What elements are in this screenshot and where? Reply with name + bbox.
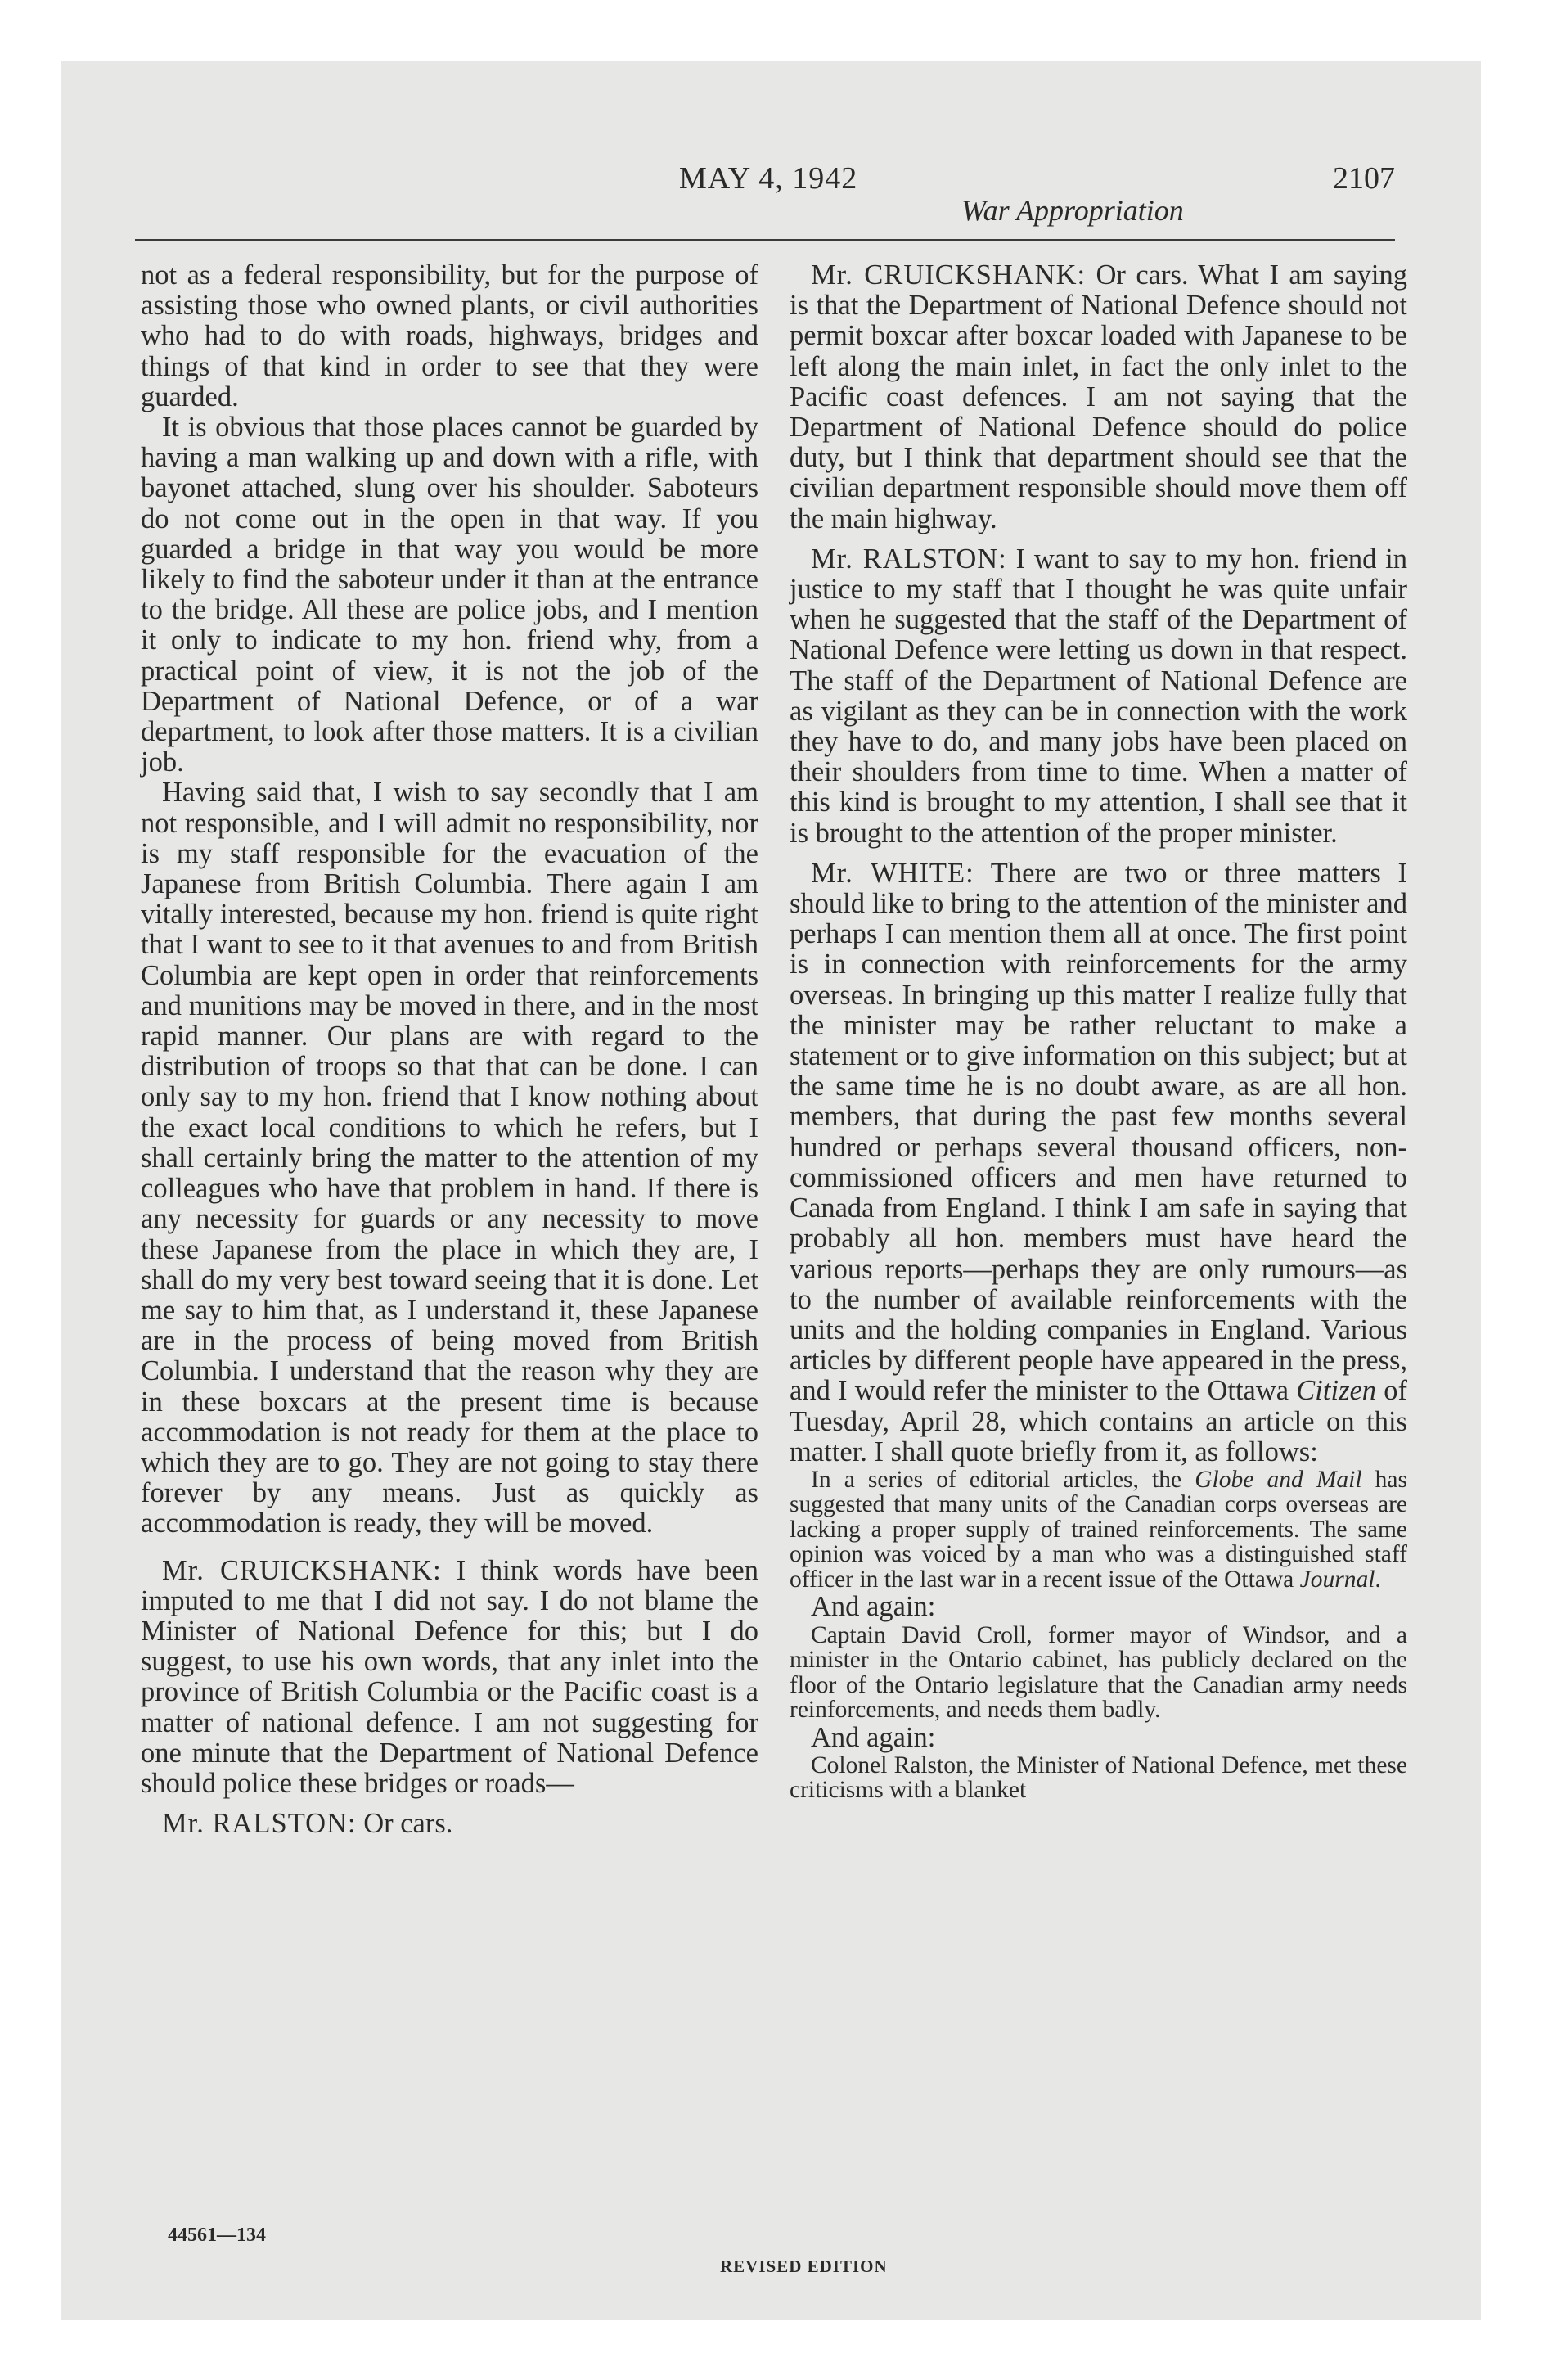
newspaper-name: Globe and Mail	[1195, 1466, 1362, 1493]
document-number: 44561—134	[168, 2224, 266, 2246]
speech-text: Or cars. What I am saying is that the Department of National Defence should not permit boxcar after boxcar loaded with Japanese to be left along the main inlet, in fact the only inlet to the Pacific coast defences. I am not saying that the Department of National Defence should do police duty, but I think that department should see that the civilian department responsible should move them off the main highway.	[790, 259, 1407, 534]
speaker-name: Mr. CRUICKSHANK:	[811, 259, 1087, 291]
quote-text: has suggested that many units of the Canadian corps overseas are lacking a proper supply of trained reinforcements. The same opinion was voiced by a man who was a distinguished staff officer in the last war in a recent issue of the Ottawa	[790, 1466, 1408, 1593]
page-header	[135, 160, 1395, 234]
right-column	[790, 260, 1407, 1803]
speech-white	[790, 859, 1407, 1467]
quote-text: .	[1375, 1566, 1381, 1593]
speech-cruickshank	[141, 1556, 758, 1800]
newspaper-name: Citizen	[1296, 1375, 1377, 1407]
speech-text: Or cars.	[356, 1808, 453, 1840]
paragraph: Having said that, I wish to say secondly that I am not responsible, and I will admit no responsibility, nor is my staff responsible for the evacuation of the Japanese from British Columbia. There again I am vitally interested, because my hon. friend is quite right that I want to see to it that avenues to and from British Columbia are kept open in order that reinforcements and munitions may be moved in there, and in the most rapid manner. Our plans are with regard to the distribution of troops so that that can be done. I can only say to my hon. friend that I know nothing about the exact local conditions to which he refers, but I shall certainly bring the matter to the attention of my colleagues who have that problem in hand. If there is any necessity for guards or any necessity to move these Japanese from the place in which they are, I shall do my very best toward seeing that it is done. Let me say to him that, as I understand it, these Japanese are in the process of being moved from British Columbia. I understand that the reason why they are in these boxcars at the present time is because accommodation is not ready for them at the place to which they are to go. They are not going to stay there forever by any means. Just as quickly as accommodation is ready, they will be moved.	[141, 777, 759, 1539]
quote-text: In a series of editorial articles, the	[811, 1466, 1195, 1493]
speech-text: I want to say to my hon. friend in justice to my staff that I thought he was quite unfair when he suggested that the staff of the Department of National Defence were letting us down in that respect. The staff of the Department of National Defence are as vigilant as they can be in connection with the work they have to do, and many jobs have been placed on their shoulders from time to time. When a matter of this kind is brought to my attention, I shall see that it is brought to the attention of the proper minister.	[790, 543, 1407, 849]
speech-ralston	[141, 1809, 758, 1839]
speaker-name: Mr. RALSTON:	[811, 543, 1007, 575]
speech-cruickshank	[790, 260, 1407, 534]
header-section-title: War Appropriation	[961, 194, 1184, 227]
paragraph: not as a federal responsibility, but for the purpose of assisting those who owned plants, or civil authorities who had to do with roads, highways, bridges and things of that kind in order to see that they were guarded.	[141, 259, 758, 412]
and-again-line: And again:	[811, 1721, 936, 1753]
newspaper-name: Journal	[1299, 1566, 1375, 1593]
left-column	[141, 260, 758, 1839]
speaker-name: Mr. WHITE:	[811, 857, 974, 889]
speech-text: of Tuesday, April 28, which contains an article on this matter. I shall quote briefly from it, as follows:	[790, 1375, 1408, 1467]
speech-ralston	[790, 544, 1407, 849]
header-rule	[135, 239, 1395, 241]
speech-text: There are two or three matters I should like to bring to the attention of the minister and perhaps I can mention them all at once. The first point is in connection with reinforcements for the army overseas. In bringing up this matter I realize fully that the minister may be rather reluctant to make a statement or to give information on this subject; but at the same time he is no doubt aware, as are all hon. members, that during the past few months several hundred or perhaps several thousand officers, non-commissioned officers and men have returned to Canada from England. I think I am safe in saying that probably all hon. members must have heard the various reports—perhaps they are only rumours—as to the number of available reinforcements with the units and the holding companies in England. Various articles by different people have appeared in the press, and I would refer the minister to the Ottawa	[790, 857, 1407, 1407]
speaker-name: Mr. CRUICKSHANK:	[162, 1554, 442, 1586]
header-page-number: 2107	[1333, 161, 1395, 196]
block-quote	[790, 1467, 1407, 1593]
edition-label: REVISED EDITION	[720, 2256, 888, 2276]
block-quote: Colonel Ralston, the Minister of National Defence, met these criticisms with a blanket	[790, 1751, 1407, 1804]
speech-text: I think words have been imputed to me that I did not say. I do not blame the Minister of National Defence for this; but I do suggest, to use his own words, that any inlet into the province of British Columbia or the Pacific coast is a matter of national defence. I am not suggesting for one minute that the Department of National Defence should police these bridges or roads—	[141, 1554, 758, 1799]
header-date: MAY 4, 1942	[679, 161, 858, 196]
and-again-line: And again:	[811, 1591, 936, 1623]
paragraph: It is obvious that those places cannot be guarded by having a man walking up and down with a rifle, with bayonet attached, slung over his shoulder. Saboteurs do not come out in the open in that way. If you guarded a bridge in that way you would be more likely to find the saboteur under it than at the entrance to the bridge. All these are police jobs, and I mention it only to indicate to my hon. friend why, from a practical point of view, it is not the job of the Department of National Defence, or of a war department, to look after those matters. It is a civilian job.	[141, 412, 758, 778]
block-quote: Captain David Croll, former mayor of Windsor, and a minister in the Ontario cabinet, has publicly declared on the floor of the Ontario legislature that the Canadian army needs reinforcements, and needs them badly.	[790, 1621, 1407, 1724]
speaker-name: Mr. RALSTON:	[162, 1808, 357, 1840]
